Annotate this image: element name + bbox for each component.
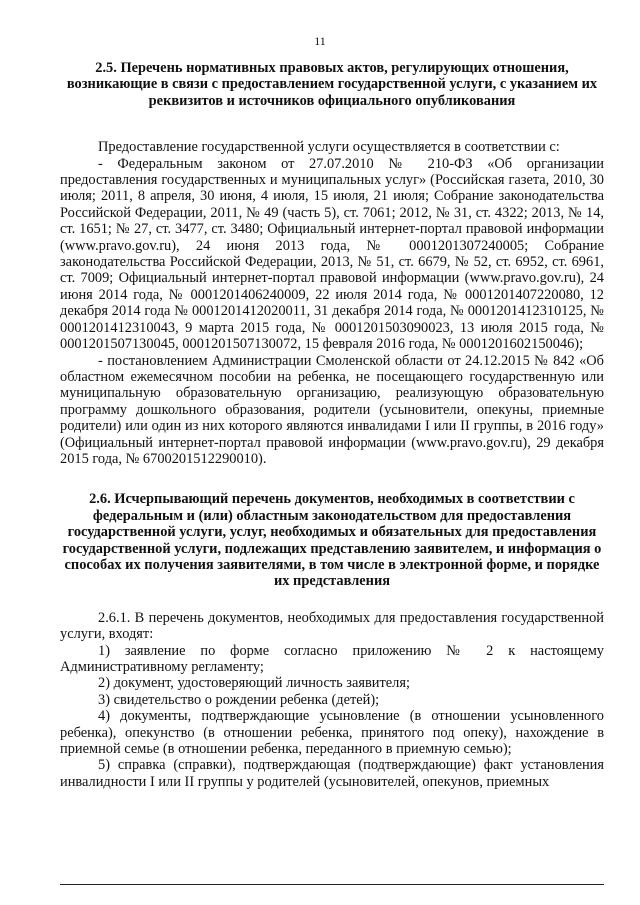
section-2-5-item-2: - постановлением Администрации Смоленской области от 24.12.2015 № 842 «Об областном ежемесячном пособии на ребенка, не посещающего государственную или муниципальную образовательную организацию, реализующую образовательную программу дошкольного образования, родители (усыновители, опекуны, приемные родители) или один из них которого являются инвалидами I или II группы, в 2016 году» (Официальный интернет-портал правовой информации (www.pravo.gov.ru), 29 декабря 2015 года, № 6700201512290010). xyxy=(60,352,604,467)
list-item: 5) справка (справки), подтверждающая (подтверждающие) факт установления инвалидности I или II группы у родителей (усыновителей, опекунов, приемных xyxy=(60,757,604,790)
list-item: 2) документ, удостоверяющий личность заявителя; xyxy=(98,675,410,692)
list-item: 3) свидетельство о рождении ребенка (детей); xyxy=(98,691,380,708)
list-item: 4) документы, подтверждающие усыновление (в отношении усыновленного ребенка), опекунство (в отношении ребенка, принятого под опеку), нахождение в приемной семье (в отношении ребенка, переданного в приемную семью); xyxy=(60,708,604,758)
section-2-5-intro: Предоставление государственной услуги осуществляется в соответствии с: xyxy=(98,139,560,156)
list-item: 1) заявление по форме согласно приложению № 2 к настоящему Административному регламенту; xyxy=(60,642,604,675)
section-2-5-heading: 2.5. Перечень нормативных правовых актов, регулирующих отношения, возникающие в связи с предоставлением государственной услуги, с указанием их реквизитов и источников официального опубликования xyxy=(66,60,598,109)
footer-rule xyxy=(60,884,604,885)
document-body xyxy=(60,60,604,790)
page-number: 11 xyxy=(314,34,326,48)
section-2-6-heading: 2.6. Исчерпывающий перечень документов, необходимых в соответствии с федеральным и (или) областным законодательством для предоставления государственной услуги, услуг, необходимых и обязательных для предоставления государственной услуги, подлежащих представлению заявителем, и информация о способах их получения заявителями, в том числе в электронной форме, и порядке их представления xyxy=(62,491,602,590)
section-2-5-item-1: - Федеральным законом от 27.07.2010 № 210-ФЗ «Об организации предоставления государственных и муниципальных услуг» (Российская газета, 2010, 30 июля; 2011, 8 апреля, 30 июня, 4 июля, 15 июля, 21 июля; Собрание законодательства Российской Федерации, 2011, № 49 (часть 5), ст. 7061; 2012, № 31, ст. 4322; 2013, № 14, ст. 1651; № 27, ст. 3477, ст. 3480; Официальный интернет-портал правовой информации (www.pravo.gov.ru), 24 июня 2013 года, № 0001201307240005; Собрание законодательства Российской Федерации, 2013, № 51, ст. 6679, № 52, ст. 6952, ст. 6961, ст. 7009; Официальный интернет-портал правовой информации (www.pravo.gov.ru), 24 июня 2014 года, № 0001201406240009, 22 июля 2014 года, № 0001201407220080, 12 декабря 2014 года № 0001201412020011, 31 декабря 2014 года, № 0001201412310125, № 0001201412310043, 9 марта 2015 года, № 0001201503090023, 13 июля 2015 года, № 0001201507130045, 0001201507130072, 15 февраля 2016 года, № 0001201602150046); xyxy=(60,155,604,353)
paragraph-2-6-1: 2.6.1. В перечень документов, необходимых для предоставления государственной услуги, входят: xyxy=(60,609,604,643)
